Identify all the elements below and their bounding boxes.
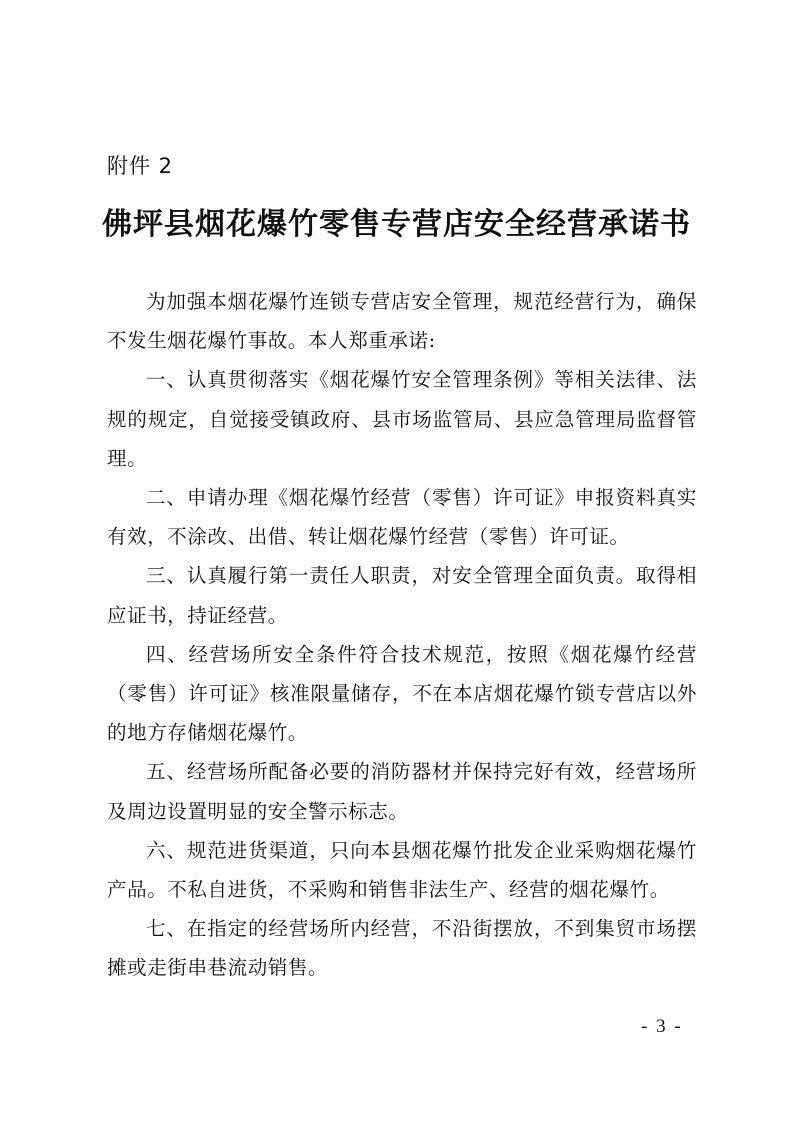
commitment-paragraph-1: 一、认真贯彻落实《烟花爆竹安全管理条例》等相关法律、法规的规定，自觉接受镇政府、县市场监管局、县应急管理局监督管理。 [107,368,697,470]
commitment-paragraph-4: 四、经营场所安全条件符合技术规范，按照《烟花爆竹经营（零售）许可证》核准限量储存，不在本店烟花爆竹锁专营店以外的地方存储烟花爆竹。 [107,642,697,745]
document-body [107,282,697,988]
commitment-paragraph-3: 三、认真履行第一责任人职责，对安全管理全面负责。取得相应证书，持证经营。 [107,564,697,627]
attachment-label: 附件 2 [107,154,174,178]
intro-paragraph: 为加强本烟花爆竹连锁专营店安全管理，规范经营行为，确保不发生烟花爆竹事故。本人郑重承诺: [107,290,697,353]
commitment-paragraph-7: 七、在指定的经营场所内经营，不沿街摆放，不到集贸市场摆摊或走街串巷流动销售。 [107,917,697,980]
document-title: 佛坪县烟花爆竹零售专营店安全经营承诺书 [102,207,691,242]
commitment-paragraph-5: 五、经营场所配备必要的消防器材并保持完好有效，经营场所及周边设置明显的安全警示标志。 [107,760,697,823]
page-number: - 3 - [641,1016,683,1037]
commitment-paragraph-6: 六、规范进货渠道，只向本县烟花爆竹批发企业采购烟花爆竹产品。不私自进货，不采购和销售非法生产、经营的烟花爆竹。 [107,838,697,902]
commitment-paragraph-2: 二、申请办理《烟花爆竹经营（零售）许可证》申报资料真实有效，不涂改、出借、转让烟花爆竹经营（零售）许可证。 [107,486,697,549]
